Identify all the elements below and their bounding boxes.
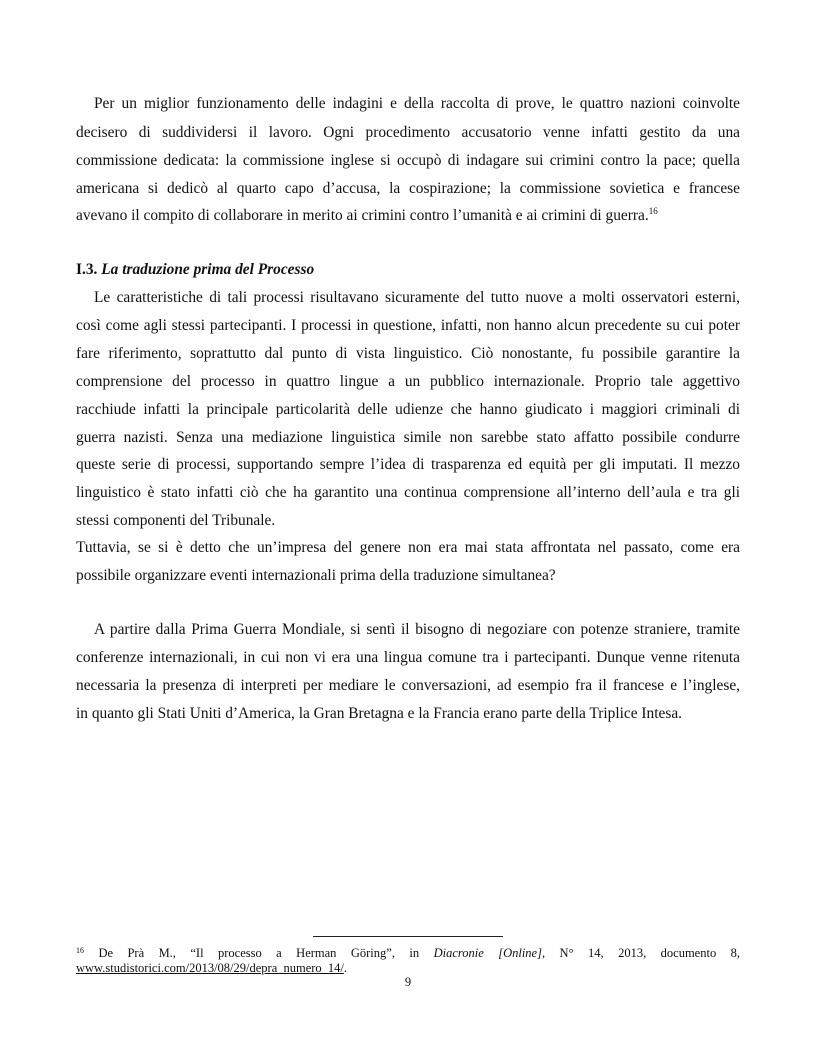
paragraph-2-line-4: comprensione del processo in quattro lingue a un pubblico internazionale. Proprio tale aggettivo <box>76 373 740 390</box>
footnote-line-2 <box>76 961 740 976</box>
paragraph-4-line-4: in quanto gli Stati Uniti d’America, la Gran Bretagna e la Francia erano parte della Triplice Intesa. <box>76 705 683 722</box>
paragraph-4-line-1: A partire dalla Prima Guerra Mondiale, si sentì il bisogno di negoziare con potenze straniere, tramite <box>94 621 740 638</box>
paragraph-2-line-6: guerra nazisti. Senza una mediazione linguistica simile non sarebbe stato affatto possibile condurre <box>76 429 740 446</box>
paragraph-1-line-2: decisero di suddividersi il lavoro. Ogni procedimento accusatorio venne infatti gestito da una <box>76 124 740 141</box>
paragraph-2-line-7: queste serie di processi, supportando sempre l’idea di trasparenza ed equità per gli imputati. Il mezzo <box>76 456 740 473</box>
section-title: La traduzione prima del Processo <box>101 261 315 278</box>
paragraph-1-line-5 <box>76 206 740 226</box>
paragraph-2-line-8: linguistico è stato infatti ciò che ha garantito una continua comprensione all’interno dell’aula e tra gli <box>76 484 740 501</box>
paragraph-4-line-3: necessaria la presenza di interpreti per mediare le conversazioni, ad esempio fra il francese e l’inglese, <box>76 677 740 694</box>
footnote-number: 16 <box>76 946 84 955</box>
section-heading <box>76 260 314 280</box>
paragraph-1-line-5-text: avevano il compito di collaborare in merito ai crimini contro l’umanità e ai crimini di guerra. <box>76 207 649 224</box>
paragraph-1-line-3: commissione dedicata: la commissione inglese si occupò di indagare sui crimini contro la pace; quella <box>76 152 740 169</box>
footnote-text-after: , N° 14, 2013, documento 8, <box>541 946 741 960</box>
footnote-url-link[interactable]: www.studistorici.com/2013/08/29/depra_numero_14/ <box>76 961 344 975</box>
paragraph-3-line-2: possibile organizzare eventi internazionali prima della traduzione simultanea? <box>76 567 556 584</box>
paragraph-2-line-5: racchiude infatti la principale particolarità delle udienze che hanno giudicato i maggiori criminali di <box>76 401 740 418</box>
section-number: I.3. <box>76 261 98 278</box>
footnote-reference[interactable]: 16 <box>648 206 658 216</box>
footnote-url-suffix: . <box>343 961 348 975</box>
paragraph-4-line-2: conferenze internazionali, in cui non vi era una lingua comune tra i partecipanti. Dunque venne ritenuta <box>76 649 740 666</box>
paragraph-2-line-9: stessi componenti del Tribunale. <box>76 512 276 529</box>
paragraph-1-line-4: americana si dedicò al quarto capo d’accusa, la cospirazione; la commissione sovietica e francese <box>76 180 740 197</box>
footnote-text-before: De Prà M., “Il processo a Herman Göring”, in <box>98 946 434 960</box>
paragraph-1-line-1: Per un miglior funzionamento delle indagini e della raccolta di prove, le quattro nazioni coinvolte <box>94 95 740 112</box>
footnote-journal: Diacronie [Online] <box>433 946 542 960</box>
footnote-line-1 <box>76 946 740 961</box>
paragraph-2-line-1: Le caratteristiche di tali processi risultavano sicuramente del tutto nuove a molti osservatori esterni, <box>94 289 740 306</box>
paragraph-3-line-1: Tuttavia, se si è detto che un’impresa del genere non era mai stata affrontata nel passato, come era <box>76 539 740 556</box>
page-number: 9 <box>404 975 412 989</box>
paragraph-2-line-2: così come agli stessi partecipanti. I processi in questione, infatti, non hanno alcun precedente su cui poter <box>76 317 740 334</box>
footnote-separator <box>313 936 503 937</box>
paragraph-2-line-3: fare riferimento, soprattutto dal punto di vista linguistico. Ciò nonostante, fu possibile garantire la <box>76 345 740 362</box>
